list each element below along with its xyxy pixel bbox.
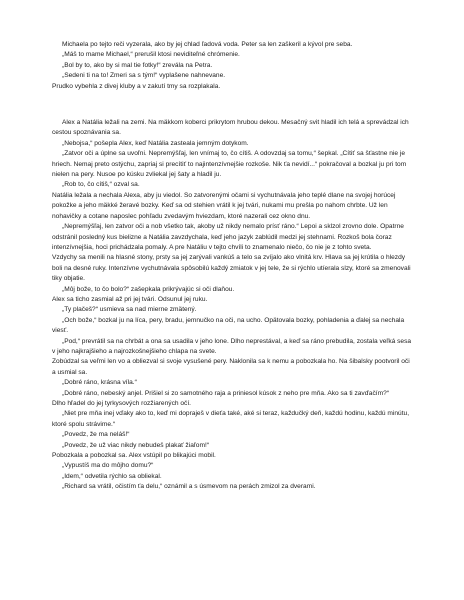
paragraph: Alex sa ticho zasmial až pri jej tvári. Odsunul jej ruku.: [52, 295, 208, 303]
paragraph: Alex a Natália ležali na zemi. Na mäkkom koberci prikrytom hrubou dekou. Mesačný svit hladil ich telá a sprevádzal ich cestou spoznávania sa.: [52, 119, 409, 137]
paragraph: „Povedz, že už viac nikdy nebudeš plakať žiaľom!“: [62, 441, 209, 449]
paragraph: „Môj bože, to čo bolo?“ zašepkala prikrývajúc si oči dlaňou.: [62, 285, 235, 293]
paragraph: „Sedeni ti na to! Zmeri sa s tým!“ vyplašene nahnevane.: [62, 72, 226, 80]
paragraph: Natália ležala a nechala Alexa, aby ju viedol. So zatvorenými očami si vychutnávala jeho teplé dlane na svojej horúcej pokožke a jeho mäkké žeravé bozky. Keď sa od stehien vrátil k jej tvári, nukami mu prešla po nahom chrbte. Už len nohavičky a cotane naposlec pohľadu zvedavým hviezdam, ktoré nazerali cez okno dnu.: [52, 191, 396, 220]
paragraph: „Richard sa vrátil, očistím ťa delu,“ oznámil a s úsmevom na perách zmizol za dverami.: [62, 483, 316, 491]
paragraph: „Zatvor oči a úplne sa uvoľni. Nepremýšľaj, len vnímaj to, čo cítiš. A odovzdaj sa tomu,“ šepkal. „Cítiť sa šťastne nie je hriech. Nemaj preto ostýchu, zapriaj si precítiť to najintenzívnejšie rozkoše. Nik ťa nevidí...“ pokračoval a bozkal ju pri tom nielen na pery. Nusoe po kúsku zvliekal jej šaty a hladil ju.: [52, 150, 407, 179]
paragraph: „Dobré ráno, krásna víla.“: [62, 379, 137, 387]
paragraph: Pobozkala a pobozkal sa. Alex vstúpil po blikajúci mobil.: [52, 452, 216, 460]
text-section-2: [52, 118, 412, 493]
text-section-1: [52, 40, 412, 92]
paragraph: Dlho hľadel do jej tyrkysových rozžiarených očí.: [52, 400, 191, 407]
paragraph: „Och bože,“ bozkal ju na líca, pery, bradu, jemnučko na oči, na ucho. Opätovala bozky, pohladenia a ďalej sa nechala viesť.: [52, 316, 405, 335]
paragraph: „Nebojsa,“ pošepla Alex, keď Natália zasteala jemným dotykom.: [62, 139, 249, 147]
paragraph: Prudko vybehla z divej kluby a v zakutí tmy sa rozplakala.: [52, 82, 221, 90]
paragraph: „Dobré ráno, nebeský anjel. Prišiel si zo samotného raja a priniesol kúsok z neho pre mňa. Ako sa ti zavďačím?“: [62, 389, 389, 397]
paragraph: „Nepremýšľaj, len zatvor oči a nob všetko tak, akoby už nikdy nemalo prísť ráno.“ Lepoi a sklzol zrovno dole. Opatrne odstránil posledný kus bielizne a Natália zavzdychala, keď jeho jazyk zablúdil medzi jej stehnami. Rozkoš bola čoraz intenzívnejšia, hoci prichádzala pomaly. A pre Natáliu v tejto chvíli to znamenalo niečo, čo nie je z tohto sveta.: [52, 223, 404, 251]
paragraph: Zobúdzal sa veľmi len vo a obliezval si svoje vysušené pery. Naklonila sa k nemu a pobozkala ho. Na šibalsky pootvoril oči a usmial sa.: [52, 358, 410, 376]
paragraph: „Bol by to, ako by si mal tie fotky!“ zreválа na Petra.: [62, 61, 213, 69]
paragraph: „Pod,“ prevrátil sa na chrbát a ona sa usadila v jeho lone. Dlho neprestával, a keď sa ráno prebudila, zostala veľká sesa v jeho najkrajšieho a najrozkošnejšieho chlapa na svete.: [52, 337, 412, 355]
paragraph: „Máš to mame Michael,“ prerušil ktosi neviditeľné chrómenie.: [62, 51, 240, 59]
paragraph: Michaela po tejto reči vyzerala, ako by jej chlad ľadová voda. Peter sa len zaškeril a kývol pre seba.: [62, 41, 353, 48]
paragraph: „Rob to, čo cítiš,“ ozval sa.: [62, 181, 140, 189]
paragraph: „Idem,“ odvetila rýchlo sa obliekal.: [62, 472, 162, 480]
section-gap: [52, 92, 412, 118]
paragraph: „Vypustíš ma do môjho domu?“: [62, 462, 154, 470]
paragraph: Vzdychy sa menili na hlasné stony, prsty sa jej zarývali vankúš a telo sa zvíjalo ako vlnitá krv. Hlava sa jej krútila o hlezdy boli na desné ruky. Intenzívne vychutnávala spôsobilú každý zmiatok v jej tele, že si rýchlo utíerala slzy, ktoré sa zmenovali tiky objatie.: [52, 254, 411, 283]
paragraph: „Ty plačeš?“ usmieva sa nad mierne zmätený.: [62, 306, 197, 314]
paragraph: „Povedz, že ma neláš!“: [62, 431, 130, 439]
paragraph: „Niet pre mňa inej vďaky ako to, keď mi dopraješ v dieťa také, aké si teraz, každučký deň, každú hodinu, každú minútu, ktoré spolu strávime.“: [52, 410, 410, 428]
